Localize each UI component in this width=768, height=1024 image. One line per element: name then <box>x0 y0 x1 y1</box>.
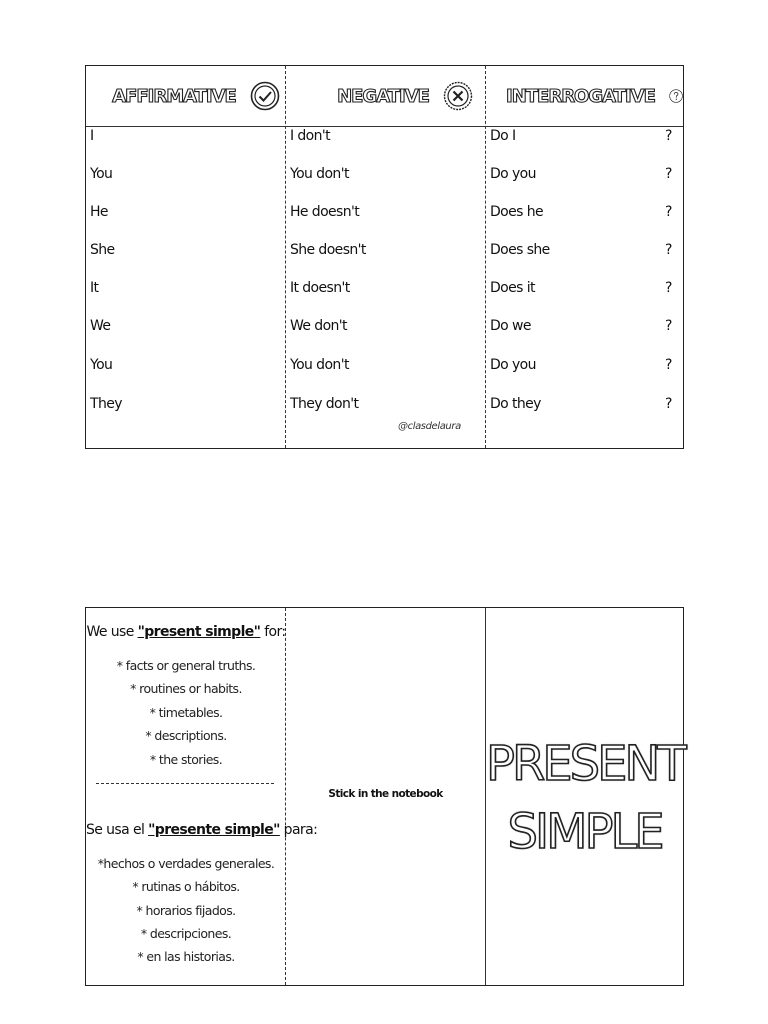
cover-panel <box>486 608 683 985</box>
question-mark: ? <box>665 318 673 334</box>
dashed-divider <box>96 783 274 784</box>
affirmative-cell: I <box>90 128 94 144</box>
affirmative-cell: She <box>90 242 115 258</box>
middle-panel <box>286 608 486 985</box>
spanish-intro-term: "presente simple" <box>148 822 280 838</box>
check-circle-icon <box>250 81 280 111</box>
english-usage-item: * routines or habits. <box>130 681 242 696</box>
english-usage-item: * descriptions. <box>145 728 227 743</box>
header-affirmative <box>86 66 286 126</box>
x-circle-icon <box>443 81 473 111</box>
spanish-intro-suffix: para: <box>279 822 318 838</box>
english-intro-term: "present simple" <box>137 624 261 640</box>
english-intro-suffix: for: <box>260 624 286 640</box>
cover-title-line2: SIMPLE <box>507 804 662 860</box>
english-usage-item: * facts or general truths. <box>116 658 256 673</box>
interrogative-cell: Do you <box>490 166 536 182</box>
negative-cell: She doesn't <box>290 242 366 258</box>
conjugation-table <box>85 65 684 449</box>
question-circle-icon <box>669 81 683 111</box>
header-interrogative-title: INTERROGATIVE <box>506 85 655 107</box>
negative-cell: They don't <box>290 396 359 412</box>
affirmative-cell: He <box>90 204 108 220</box>
question-mark: ? <box>665 128 673 144</box>
interrogative-cell: Does he <box>490 204 543 220</box>
english-intro <box>86 624 286 640</box>
spanish-intro-prefix: Se usa el <box>86 822 149 838</box>
question-mark: ? <box>665 166 673 182</box>
english-intro-prefix: We use <box>86 624 138 640</box>
negative-cell: You don't <box>290 357 349 373</box>
affirmative-cell: You <box>90 357 113 373</box>
author-credit: @clasdelaura <box>398 421 461 432</box>
negative-cell: You don't <box>290 166 349 182</box>
question-mark: ? <box>665 396 673 412</box>
interrogative-cell: Do I <box>490 128 516 144</box>
affirmative-cell: We <box>90 318 111 334</box>
spanish-usage-item: * en las historias. <box>137 949 235 964</box>
negative-cell: We don't <box>290 318 347 334</box>
header-negative <box>286 66 486 126</box>
header-interrogative <box>486 66 683 126</box>
negative-cell: He doesn't <box>290 204 360 220</box>
spanish-usage-item: * horarios fijados. <box>136 903 236 918</box>
negative-cell: It doesn't <box>290 280 350 296</box>
question-mark: ? <box>665 280 673 296</box>
question-mark: ? <box>665 357 673 373</box>
affirmative-cell: It <box>90 280 99 296</box>
english-usage-item: * timetables. <box>149 705 223 720</box>
english-usage-item: * the stories. <box>149 752 223 767</box>
spanish-usage-item: *hechos o verdades generales. <box>97 856 275 871</box>
cover-title-line1: PRESENT <box>486 736 684 792</box>
question-mark: ? <box>665 204 673 220</box>
spanish-usage-item: * rutinas o hábitos. <box>132 879 240 894</box>
interrogative-cell: Do you <box>490 357 536 373</box>
spanish-usage-item: * descripciones. <box>140 926 232 941</box>
interrogative-cell: Does she <box>490 242 550 258</box>
negative-cell: I don't <box>290 128 331 144</box>
interrogative-cell: Do they <box>490 396 541 412</box>
question-mark: ? <box>665 242 673 258</box>
affirmative-cell: You <box>90 166 113 182</box>
header-negative-title: NEGATIVE <box>337 85 429 107</box>
header-affirmative-title: AFFIRMATIVE <box>112 85 236 107</box>
affirmative-cell: They <box>90 396 122 412</box>
stick-instruction: Stick in the notebook <box>328 788 443 800</box>
interrogative-cell: Does it <box>490 280 535 296</box>
table-header-row <box>86 66 683 127</box>
usage-panel <box>86 608 318 985</box>
spanish-intro <box>86 822 318 838</box>
foldable-cover <box>85 607 684 986</box>
interrogative-cell: Do we <box>490 318 531 334</box>
